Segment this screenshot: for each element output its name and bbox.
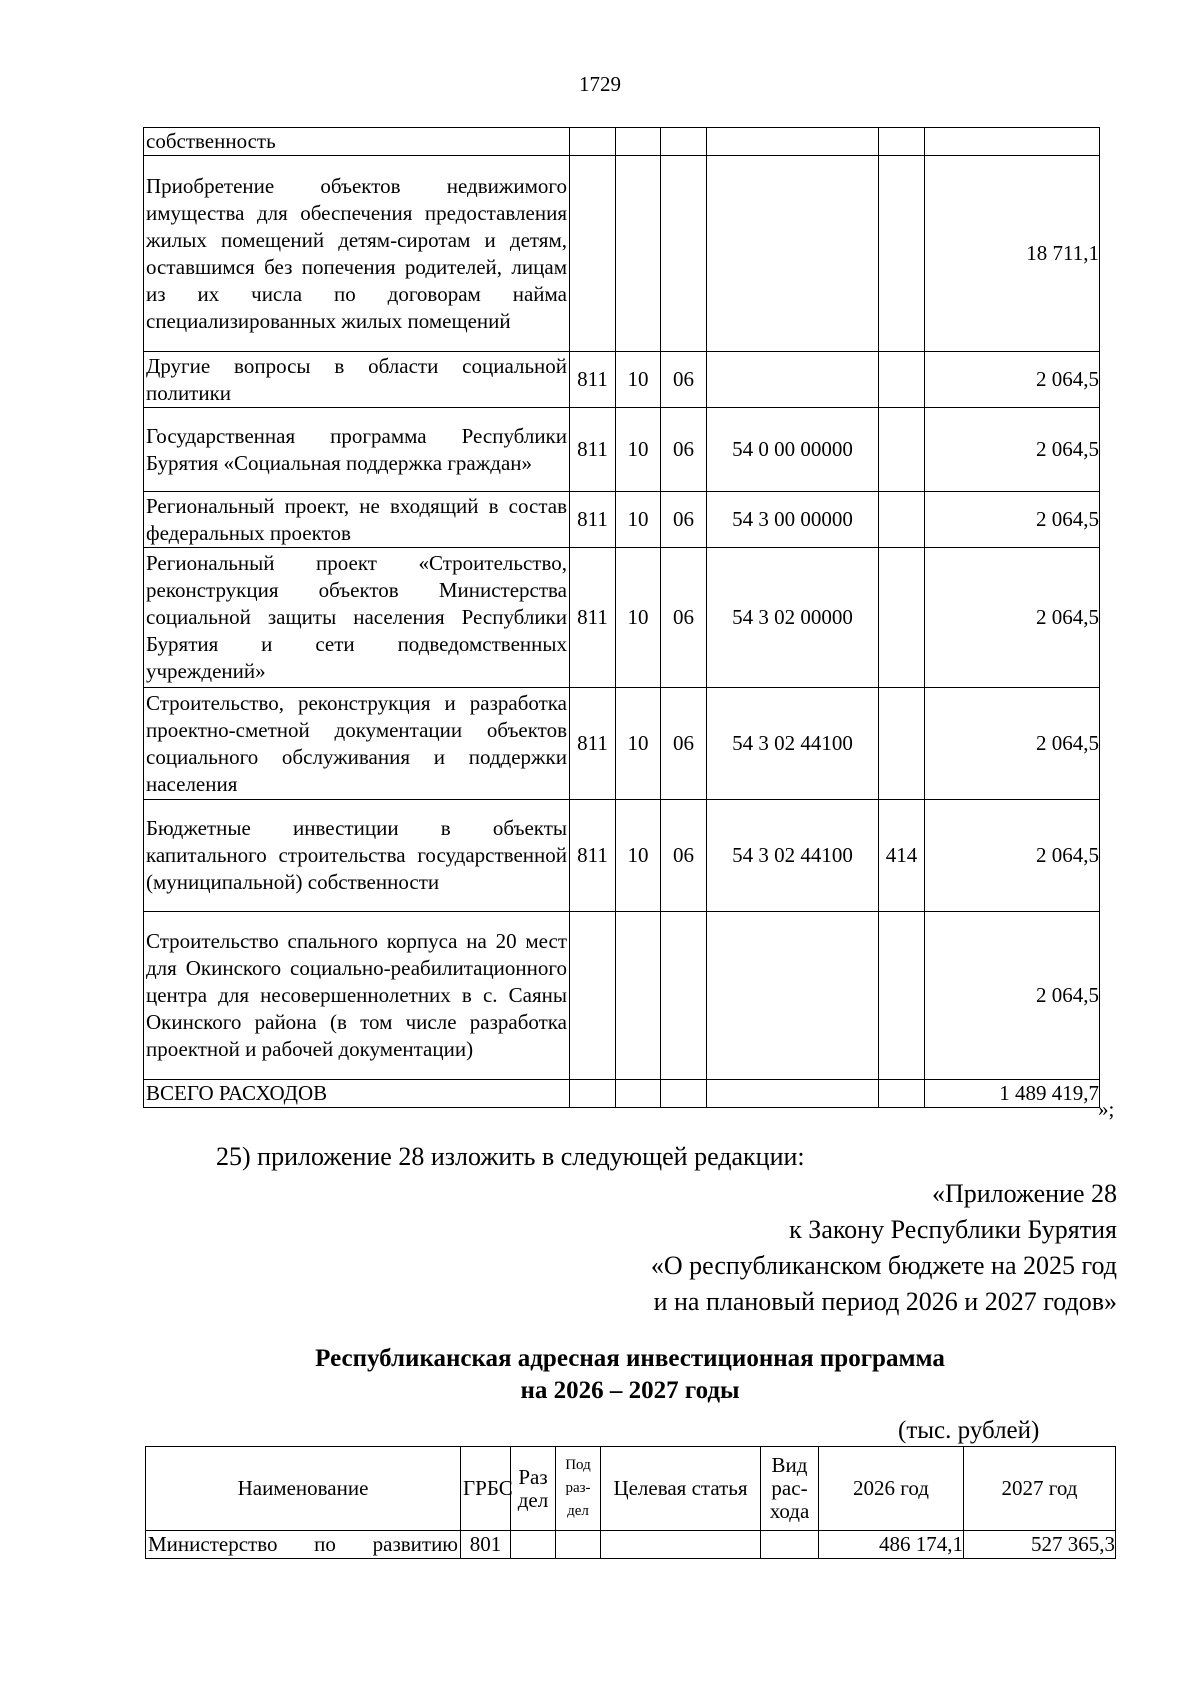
row-grbs: 811 <box>570 352 616 408</box>
row-razdel: 10 <box>616 548 661 688</box>
investment-table <box>145 1446 1116 1559</box>
table-row <box>144 128 1100 156</box>
row-razdel: 10 <box>616 352 661 408</box>
row-razdel: 10 <box>616 492 661 548</box>
row-amount: 18 711,1 <box>925 156 1100 352</box>
row-vid: 414 <box>879 800 925 912</box>
row-razdel <box>511 1531 556 1559</box>
header-razdel: Раз дел <box>511 1447 556 1531</box>
row-vid <box>879 408 925 492</box>
row-podrazdel <box>661 1080 707 1108</box>
row-grbs <box>570 1080 616 1108</box>
header-2027: 2027 год <box>964 1447 1116 1531</box>
row-vid <box>879 548 925 688</box>
row-razdel <box>616 1080 661 1108</box>
row-name: Приобретение объектов недвижимого имущества для обеспечения предоставления жилых помещений детям-сиротам и детям, оставшимся без попечения родителей, лицам из их числа по договорам найма специализированных жилых помещений <box>144 156 570 352</box>
document-title <box>0 1343 1200 1407</box>
row-razdel <box>616 912 661 1080</box>
row-target: 54 3 00 00000 <box>707 492 879 548</box>
header-2026: 2026 год <box>819 1447 964 1531</box>
row-vid <box>879 688 925 800</box>
row-target <box>601 1531 761 1559</box>
row-name: Министерство по развитию <box>146 1531 461 1559</box>
table-row-total <box>144 1080 1100 1108</box>
row-podrazdel <box>556 1531 601 1559</box>
row-razdel: 10 <box>616 408 661 492</box>
row-vid <box>879 1080 925 1108</box>
row-grbs: 801 <box>461 1531 511 1559</box>
row-target <box>707 912 879 1080</box>
row-amount: 1 489 419,7 <box>925 1080 1100 1108</box>
row-vid <box>879 352 925 408</box>
row-podrazdel <box>661 156 707 352</box>
table-row <box>144 548 1100 688</box>
row-amount: 2 064,5 <box>925 408 1100 492</box>
row-amount: 2 064,5 <box>925 800 1100 912</box>
appendix-line: к Закону Республики Бурятия <box>789 1215 1117 1244</box>
row-name: Другие вопросы в области социальной политики <box>144 352 570 408</box>
row-podrazdel: 06 <box>661 548 707 688</box>
row-podrazdel: 06 <box>661 492 707 548</box>
row-amount: 2 064,5 <box>925 688 1100 800</box>
units-label: (тыс. рублей) <box>898 1417 1040 1444</box>
row-vid <box>761 1531 819 1559</box>
row-grbs: 811 <box>570 548 616 688</box>
row-vid <box>879 156 925 352</box>
header-vid: Вид рас- хода <box>761 1447 819 1531</box>
row-target <box>707 1080 879 1108</box>
row-podrazdel: 06 <box>661 408 707 492</box>
row-target: 54 3 02 44100 <box>707 688 879 800</box>
row-name: Региональный проект, не входящий в состав федеральных проектов <box>144 492 570 548</box>
closing-quote: »; <box>1098 1097 1115 1121</box>
table-row <box>144 352 1100 408</box>
header-name: Наименование <box>146 1447 461 1531</box>
table-row <box>146 1531 1116 1559</box>
row-grbs: 811 <box>570 408 616 492</box>
row-2026: 486 174,1 <box>819 1531 964 1559</box>
row-target <box>707 128 879 156</box>
table-row <box>144 492 1100 548</box>
appendix-line: «Приложение 28 <box>931 1179 1117 1208</box>
row-podrazdel <box>661 912 707 1080</box>
row-grbs <box>570 912 616 1080</box>
appendix-header <box>417 1176 1117 1320</box>
row-razdel <box>616 156 661 352</box>
row-target: 54 3 02 44100 <box>707 800 879 912</box>
table-row <box>144 912 1100 1080</box>
header-podrazdel: Под раз- дел <box>556 1447 601 1531</box>
row-name: Государственная программа Республики Бурятия «Социальная поддержка граждан» <box>144 408 570 492</box>
page-number: 1729 <box>579 72 621 96</box>
header-target: Целевая статья <box>601 1447 761 1531</box>
row-podrazdel: 06 <box>661 352 707 408</box>
row-name: собственность <box>144 128 570 156</box>
row-target: 54 0 00 00000 <box>707 408 879 492</box>
row-amount: 2 064,5 <box>925 352 1100 408</box>
table-row <box>144 408 1100 492</box>
row-amount: 2 064,5 <box>925 548 1100 688</box>
row-razdel: 10 <box>616 800 661 912</box>
row-amount: 2 064,5 <box>925 912 1100 1080</box>
row-grbs <box>570 156 616 352</box>
row-grbs: 811 <box>570 688 616 800</box>
row-grbs <box>570 128 616 156</box>
title-line: на 2026 – 2027 годы <box>520 1377 740 1404</box>
row-target <box>707 352 879 408</box>
row-2027: 527 365,3 <box>964 1531 1116 1559</box>
row-name: Строительство, реконструкция и разработка проектно-сметной документации объектов социального обслуживания и поддержки населения <box>144 688 570 800</box>
appendix-line: «О республиканском бюджете на 2025 год <box>650 1251 1117 1280</box>
row-vid <box>879 492 925 548</box>
header-row <box>146 1447 1116 1531</box>
amendment-paragraph: 25) приложение 28 изложить в следующей редакции: <box>216 1142 805 1171</box>
row-name: Бюджетные инвестиции в объекты капитального строительства государственной (муниципальной) собственности <box>144 800 570 912</box>
row-name: Строительство спального корпуса на 20 мест для Окинского социально-реабилитационного центра для несовершеннолетних в с. Саяны Окинского района (в том числе разработка проектной и рабочей документации) <box>144 912 570 1080</box>
table-row <box>144 156 1100 352</box>
row-vid <box>879 912 925 1080</box>
row-vid <box>879 128 925 156</box>
row-grbs: 811 <box>570 492 616 548</box>
row-name: ВСЕГО РАСХОДОВ <box>144 1080 570 1108</box>
header-grbs: ГРБС <box>461 1447 511 1531</box>
row-amount <box>925 128 1100 156</box>
table-row <box>144 688 1100 800</box>
budget-table <box>143 127 1100 1108</box>
row-razdel <box>616 128 661 156</box>
row-target <box>707 156 879 352</box>
title-line: Республиканская адресная инвестиционная программа <box>315 1345 945 1372</box>
row-grbs: 811 <box>570 800 616 912</box>
row-razdel: 10 <box>616 688 661 800</box>
row-podrazdel: 06 <box>661 800 707 912</box>
row-podrazdel <box>661 128 707 156</box>
row-target: 54 3 02 00000 <box>707 548 879 688</box>
row-amount: 2 064,5 <box>925 492 1100 548</box>
table-row <box>144 800 1100 912</box>
appendix-line: и на плановый период 2026 и 2027 годов» <box>653 1287 1117 1316</box>
row-name: Региональный проект «Строительство, реконструкция объектов Министерства социальной защиты населения Республики Бурятия и сети подведомственных учреждений» <box>144 548 570 688</box>
row-podrazdel: 06 <box>661 688 707 800</box>
